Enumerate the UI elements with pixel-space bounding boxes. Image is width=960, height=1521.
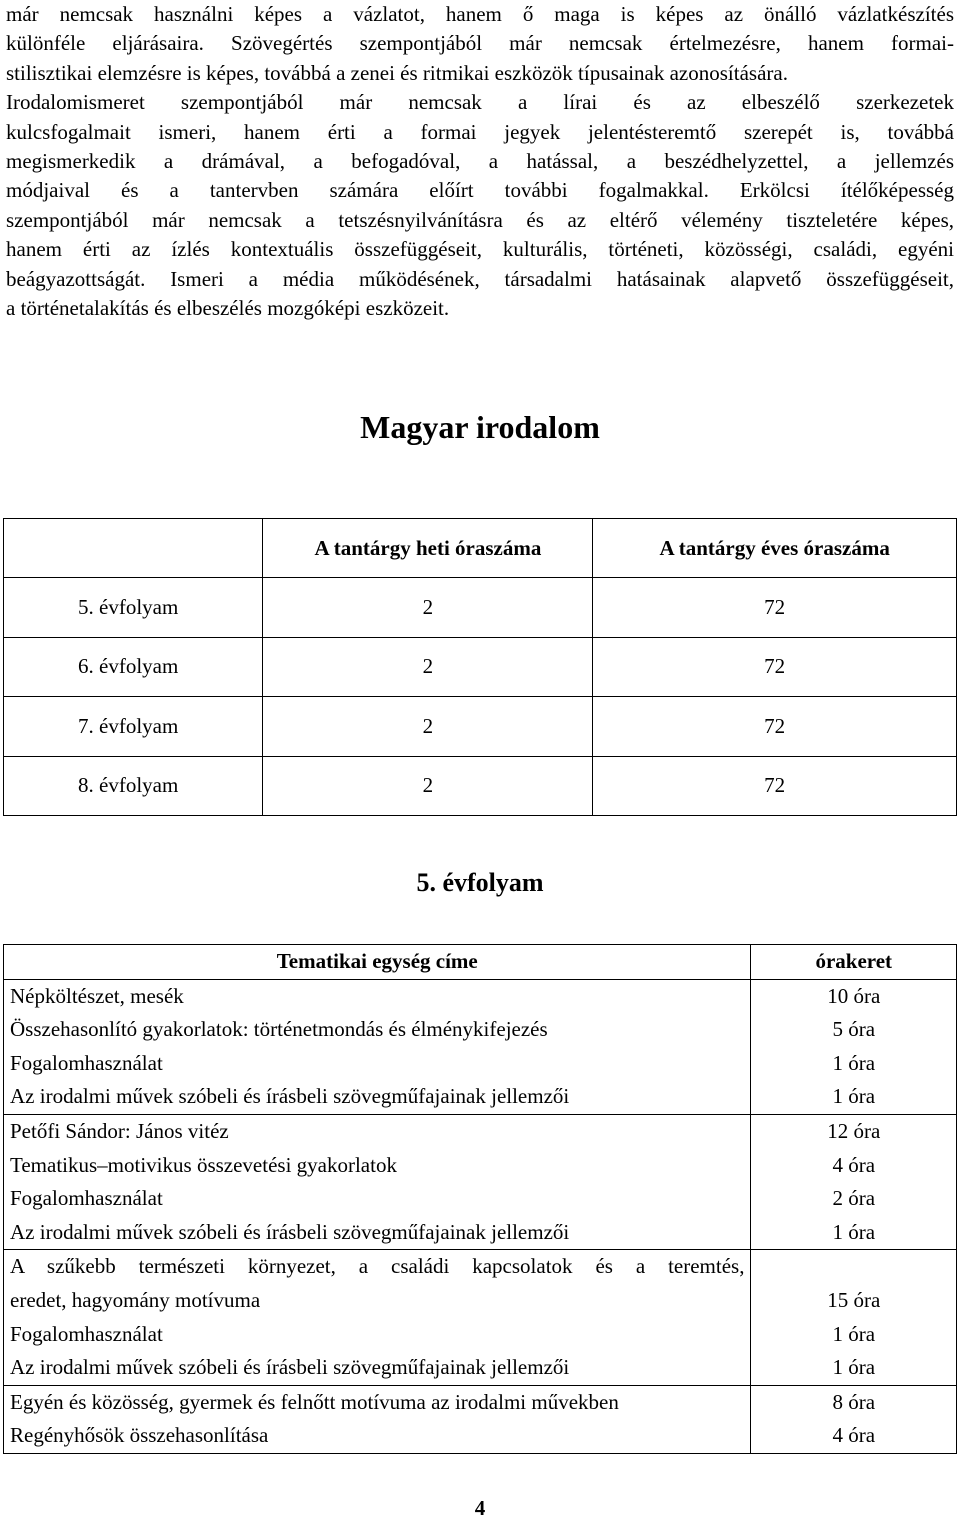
topic-title: Fogalomhasználat — [10, 1186, 163, 1211]
intro-line: a történetalakítás és elbeszélés mozgóképi eszközeit. — [6, 296, 450, 321]
intro-line: különféle eljárásaira. Szövegértés szempontjából már nemcsak értelmezésre, hanem formai- — [6, 31, 954, 56]
topic-group — [4, 979, 957, 1114]
yearly-hours-cell: 72 — [593, 756, 957, 816]
table-row — [4, 756, 957, 816]
spacer — [757, 1250, 950, 1284]
topic-hours-cell — [751, 1250, 957, 1385]
topic-hours-cell — [751, 979, 957, 1114]
topic-hours: 4 óra — [832, 1152, 876, 1177]
topics-table — [3, 944, 957, 1454]
topic-title: Tematikus–motivikus összevetési gyakorlatok — [10, 1152, 397, 1177]
yearly-hours-cell: 72 — [593, 697, 957, 757]
table-header-cell: A tantárgy heti óraszáma — [263, 519, 593, 578]
topic-group — [4, 1385, 957, 1453]
grade-cell: 8. évfolyam — [4, 756, 263, 816]
weekly-hours-cell: 2 — [263, 697, 593, 757]
intro-line: módjaival és a tantervben számára előírt további fogalmakkal. Erkölcsi ítélőképesség — [6, 178, 954, 203]
table-header-row — [4, 945, 957, 980]
table-row — [4, 637, 957, 697]
topic-titles-cell — [4, 1385, 751, 1453]
intro-line: már nemcsak használni képes a vázlatot, hanem ő maga is képes az önálló vázlatkészítés — [6, 2, 954, 26]
topic-hours: 10 óra — [827, 983, 881, 1008]
topic-hours: 8 óra — [832, 1389, 876, 1414]
table-header-row — [4, 519, 957, 578]
topic-hours: 5 óra — [832, 1017, 876, 1042]
topic-hours: 2 óra — [832, 1186, 876, 1211]
topic-titles-cell — [4, 1250, 751, 1385]
topic-titles-cell — [4, 1114, 751, 1249]
topic-hours: 4 óra — [832, 1423, 876, 1448]
grade-cell: 7. évfolyam — [4, 697, 263, 757]
table-header-cell — [4, 519, 263, 578]
table-row — [4, 578, 957, 638]
table-row — [4, 697, 957, 757]
topic-title: Fogalomhasználat — [10, 1050, 163, 1075]
topic-hours: 12 óra — [827, 1118, 881, 1143]
topic-hours: 1 óra — [832, 1355, 876, 1380]
topic-title: Az irodalmi művek szóbeli és írásbeli szövegműfajainak jellemzői — [10, 1355, 570, 1380]
topic-title: eredet, hagyomány motívuma — [10, 1287, 261, 1312]
topic-title: Az irodalmi művek szóbeli és írásbeli szövegműfajainak jellemzői — [10, 1084, 570, 1109]
topic-hours: 1 óra — [832, 1050, 876, 1075]
topic-title: Regényhősök összehasonlítása — [10, 1423, 269, 1448]
topic-titles-cell — [4, 979, 751, 1114]
topic-group — [4, 1114, 957, 1249]
weekly-hours-cell: 2 — [263, 637, 593, 697]
intro-line: szempontjából már nemcsak a tetszésnyilvánításra és az eltérő vélemény tiszteletére képes, — [6, 207, 954, 232]
intro-line: hanem érti az ízlés kontextuális összefüggéseit, kulturális, történeti, közösségi, családi, egyéni — [6, 237, 954, 262]
topic-group — [4, 1250, 957, 1385]
grade-title: 5. évfolyam — [416, 868, 544, 897]
topic-title: Az irodalmi művek szóbeli és írásbeli szövegműfajainak jellemzői — [10, 1219, 570, 1244]
intro-line: stilisztikai elemzésre is képes, továbbá a zenei és ritmikai eszközök típusainak azonosítására. — [6, 60, 788, 85]
yearly-hours-cell: 72 — [593, 578, 957, 638]
intro-line: kulcsfogalmait ismeri, hanem érti a formai jegyek jelentésteremtő szerepét is, továbbá — [6, 119, 954, 144]
intro-paragraph — [6, 0, 954, 323]
topic-title: Összehasonlító gyakorlatok: történetmondás és élménykifejezés — [10, 1017, 548, 1042]
weekly-hours-cell: 2 — [263, 578, 593, 638]
topic-hours: 1 óra — [832, 1219, 876, 1244]
table-header-cell: Tematikai egység címe — [4, 945, 751, 980]
page-number: 4 — [474, 1496, 486, 1520]
topic-hours: 1 óra — [832, 1084, 876, 1109]
topic-hours: 1 óra — [832, 1321, 876, 1346]
topic-title: Egyén és közösség, gyermek és felnőtt motívuma az irodalmi művekben — [10, 1389, 619, 1414]
intro-line: Irodalomismeret szempontjából már nemcsak a lírai és az elbeszélő szerkezetek — [6, 90, 954, 115]
intro-line: beágyazottságát. Ismeri a média működésének, társadalmi hatásainak alapvető összefüggéseit, — [6, 266, 954, 291]
topic-hours-cell — [751, 1385, 957, 1453]
intro-line: megismerkedik a drámával, a befogadóval, a hatással, a beszédhelyzettel, a jellemzés — [6, 149, 954, 174]
topic-title: Fogalomhasználat — [10, 1321, 163, 1346]
weekly-hours-cell: 2 — [263, 756, 593, 816]
table-header-cell: A tantárgy éves óraszáma — [593, 519, 957, 578]
topic-title: Népköltészet, mesék — [10, 983, 184, 1008]
topic-title: Petőfi Sándor: János vitéz — [10, 1118, 229, 1143]
grade-cell: 5. évfolyam — [4, 578, 263, 638]
hours-table — [3, 518, 957, 816]
yearly-hours-cell: 72 — [593, 637, 957, 697]
topic-hours: 15 óra — [827, 1287, 881, 1312]
topic-hours-cell — [751, 1114, 957, 1249]
table-header-cell: órakeret — [751, 945, 957, 980]
subject-title: Magyar irodalom — [360, 409, 600, 445]
topic-title: A szűkebb természeti környezet, a családi kapcsolatok és a teremtés, — [10, 1254, 745, 1279]
grade-cell: 6. évfolyam — [4, 637, 263, 697]
